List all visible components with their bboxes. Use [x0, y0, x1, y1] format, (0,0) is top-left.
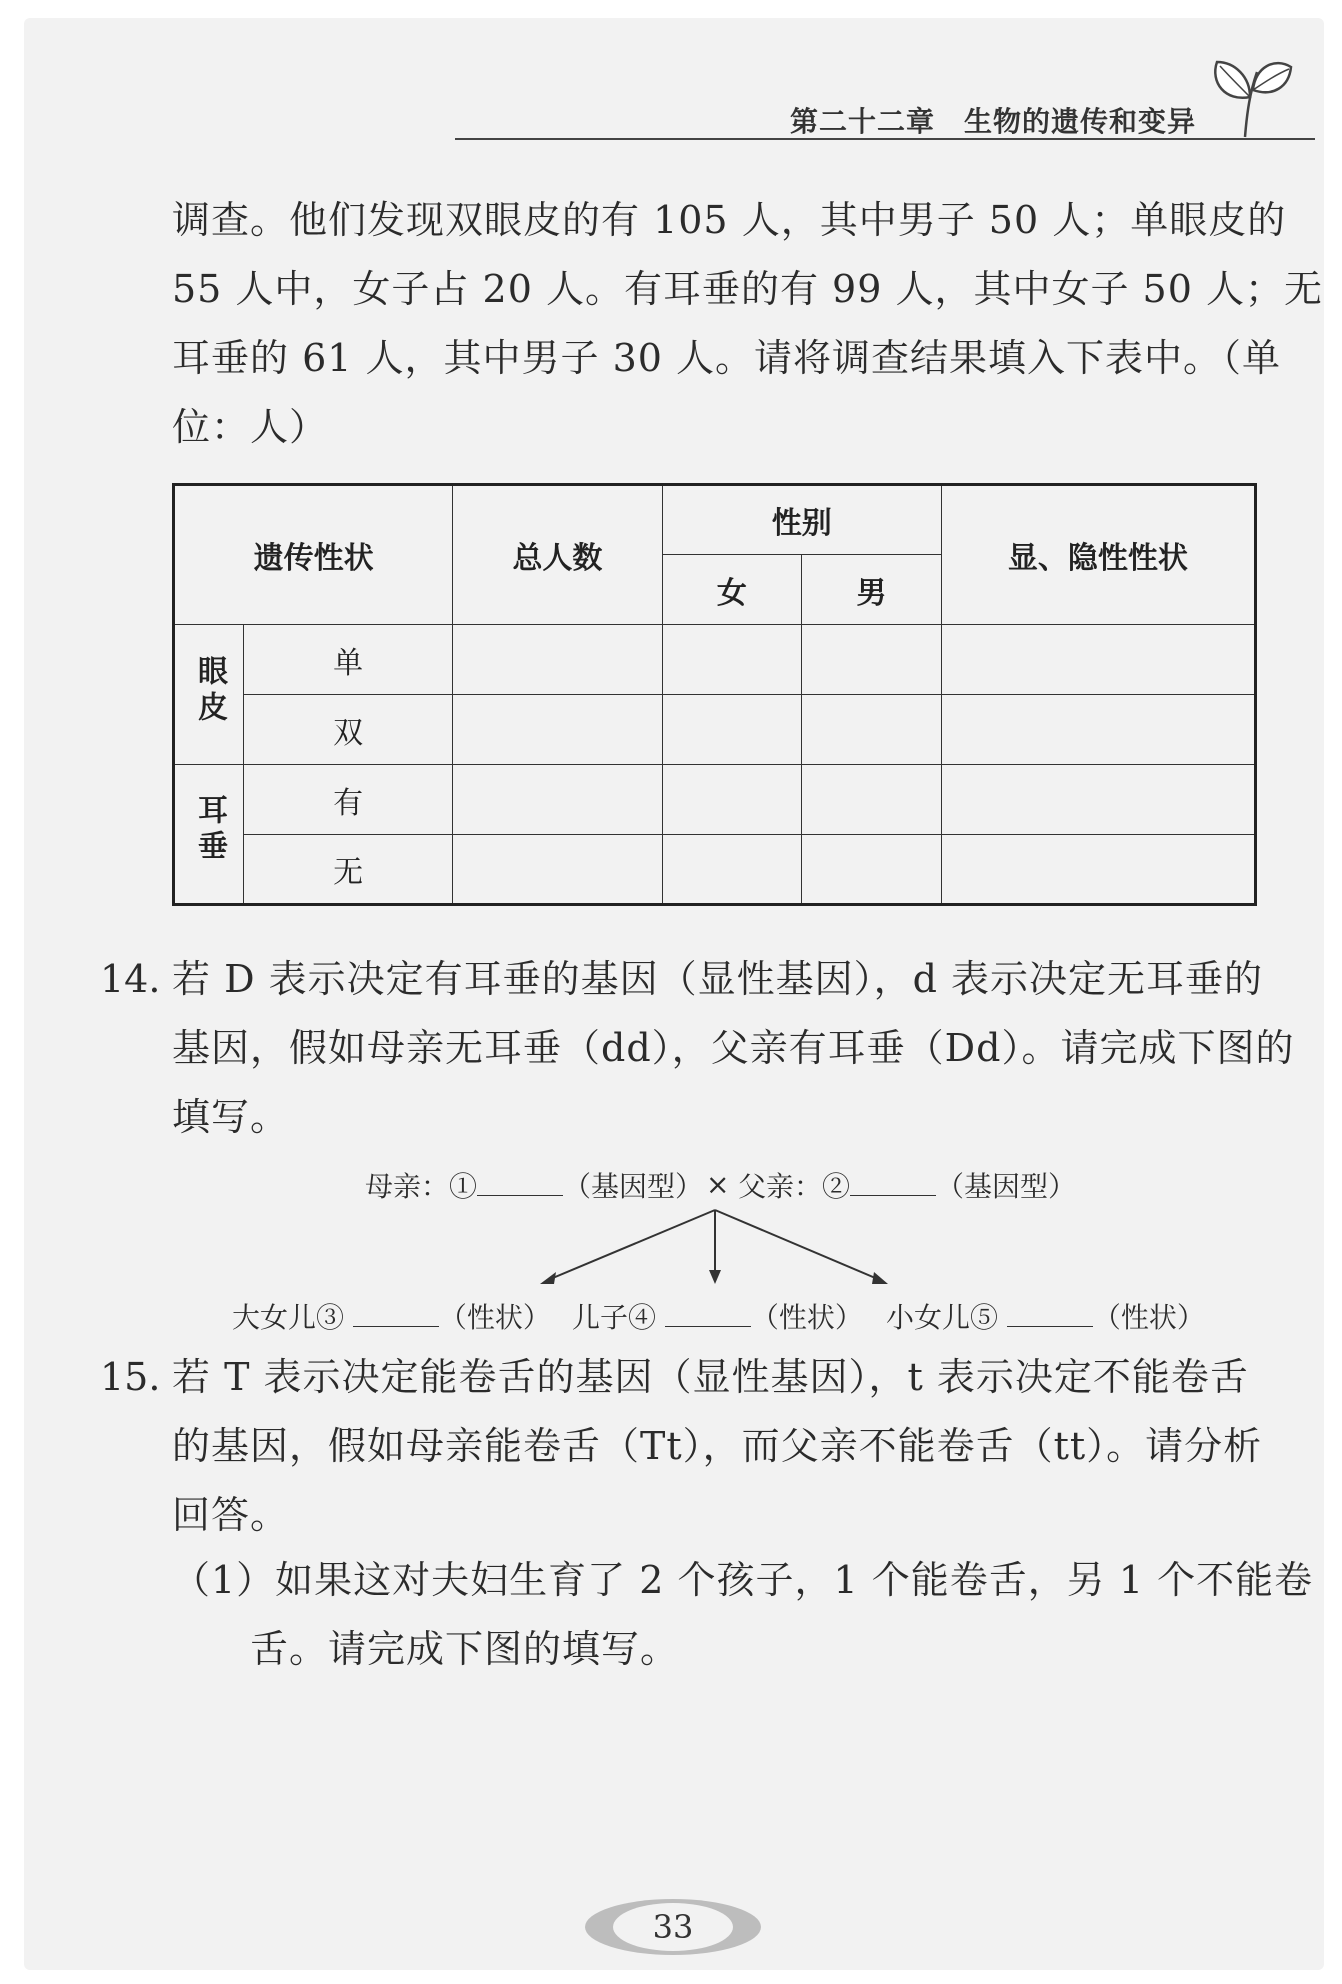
question-15-number: 15.: [100, 1355, 161, 1399]
intro-line: 耳垂的 61 人，其中男子 30 人。请将调查结果填入下表中。（单: [172, 336, 1282, 380]
row-label-has: 有: [243, 765, 452, 835]
row-label-single: 单: [243, 625, 452, 695]
younger-daughter-label: 小女儿⑤: [886, 1301, 999, 1334]
row-label-none: 无: [243, 835, 452, 905]
group-earlobe-label: 耳垂: [191, 794, 227, 866]
younger-daughter-row: [886, 1296, 1205, 1336]
q15-line: 的基因，假如母亲能卷舌（Tt），而父亲不能卷舌（tt）。请分析: [172, 1424, 1263, 1468]
header-female: 女: [662, 555, 802, 625]
q14-line: 若 D 表示决定有耳垂的基因（显性基因），d 表示决定无耳垂的: [172, 957, 1264, 1001]
question-15-sub1: [172, 1546, 1314, 1684]
son-blank[interactable]: [665, 1300, 751, 1327]
cross-symbol: ×: [706, 1168, 730, 1201]
row-label-double: 双: [243, 695, 452, 765]
younger-daughter-blank[interactable]: [1007, 1300, 1093, 1327]
q15-sub1-line: 舌。请完成下图的填写。: [250, 1627, 680, 1671]
elder-daughter-blank[interactable]: [353, 1300, 439, 1327]
q14-line: 基因，假如母亲无耳垂（dd），父亲有耳垂（Dd）。请完成下图的: [172, 1026, 1295, 1070]
trait-suffix: （性状）: [1092, 1301, 1205, 1334]
elder-daughter-row: [232, 1296, 551, 1336]
q15-line: 若 T 表示决定能卷舌的基因（显性基因），t 表示决定不能卷舌: [172, 1355, 1249, 1399]
page-number-badge: [583, 1895, 763, 1959]
q15-sub1-line: （1）如果这对夫妇生育了 2 个孩子，1 个能卷舌，另 1 个不能卷: [172, 1558, 1314, 1602]
mother-label: 母亲：①: [365, 1170, 478, 1203]
genotype-suffix: （基因型）: [936, 1170, 1077, 1203]
trait-suffix: （性状）: [750, 1301, 863, 1334]
father-label: 父亲：②: [738, 1170, 851, 1203]
intro-line: 位：人）: [172, 405, 329, 449]
question-15-text: [172, 1343, 1262, 1550]
elder-daughter-label: 大女儿③: [232, 1301, 345, 1334]
question-14-number: 14.: [100, 957, 161, 1001]
header-total: 总人数: [453, 485, 662, 625]
group-eyelid-label: 眼皮: [191, 654, 227, 727]
intro-line: 调查。他们发现双眼皮的有 105 人，其中男子 50 人；单眼皮的: [172, 198, 1287, 242]
intro-line: 55 人中，女子占 20 人。有耳垂的有 99 人，其中女子 50 人；无: [172, 267, 1323, 311]
header-trait: 遗传性状: [174, 485, 453, 625]
header-male: 男: [802, 555, 942, 625]
page-number: 33: [652, 1908, 694, 1946]
trait-suffix: （性状）: [438, 1301, 551, 1334]
chapter-header: 第二十二章 生物的遗传和变异: [790, 105, 1197, 138]
q14-line: 填写。: [172, 1095, 290, 1139]
header-dominance: 显、隐性性状: [941, 485, 1255, 625]
header-sex: 性别: [662, 485, 941, 555]
q15-line: 回答。: [172, 1493, 290, 1537]
son-label: 儿子④: [572, 1301, 657, 1334]
son-row: [572, 1296, 863, 1336]
genotype-suffix: （基因型）: [563, 1170, 704, 1203]
